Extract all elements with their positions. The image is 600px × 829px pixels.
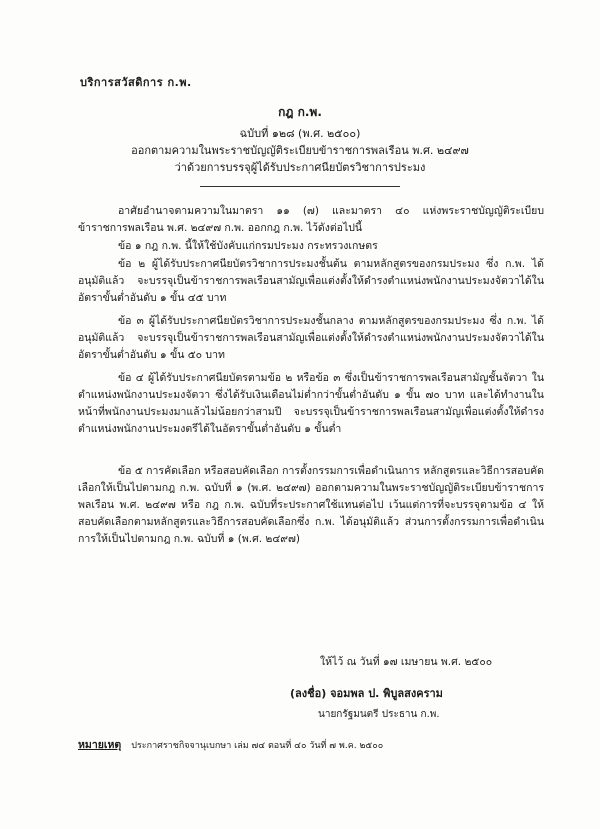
regulation-subject: ว่าด้วยการบรรจุผู้ได้รับประกาศนียบัตรวิชาการประมง (174, 161, 426, 174)
signatory-role: นายกรัฐมนตรี ประธาน ก.พ. (318, 709, 440, 720)
clause-5: ข้อ ๕ การคัดเลือก หรือสอบคัดเลือก การตั้งกรรมการเพื่อดำเนินการ หลักสูตรและวิธีการสอบคัดเลือกให้เป็นไปตามกฎ ก.พ. ฉบับที่ ๑ (พ.ศ. ๒๔๙๗) ออกตามความในพระราชบัญญัติระเบียบข้าราชการพลเรือน พ.ศ. ๒๔๙๗ หรือ กฎ ก.พ. ฉบับที่ระประกาศใช้แทนต่อไป เว้นแต่การที่จะบรรจุตามข้อ ๔ ให้สอบคัดเลือกตามหลักสูตรและวิธีการสอบคัดเลือกซึ่ง ก.พ. ได้อนุมัติแล้ว ส่วนการตั้งกรรมการเพื่อดำเนินการให้เป็นไปตามกฎ ก.พ. ฉบับที่ ๑ (พ.ศ. ๒๔๙๗) (78, 465, 544, 545)
clause-4: ข้อ ๔ ผู้ได้รับประกาศนียบัตรตามข้อ ๒ หรือข้อ ๓ ซึ่งเป็นข้าราชการพลเรือนสามัญชั้นจัตวา ในตำแหน่งพนักงานประมงจัตวา ซึ่งได้รับเงินเดือนไม่ต่ำกว่าขั้นต่ำอันดับ ๑ ขั้น ๗๐ บาท และได้ทำงานในหน้าที่พนักงานประมงมาแล้วไม่น้อยกว่าสามปี จะบรรจุเป็นข้าราชการพลเรือนสามัญเพื่อแต่งตั้งให้ดำรงตำแหน่งพนักงานประมงตรีได้ในอัตราขั้นต่ำอันดับ ๑ ขั้นต่ำ (78, 372, 544, 435)
department-header: บริการสวัสดิการ ก.พ. (80, 76, 192, 89)
title-divider (200, 186, 400, 187)
preamble-paragraph: อาศัยอำนาจตามความในมาตรา ๑๑ (๗) และมาตรา ๔๐ แห่งพระราชบัญญัติระเบียบข้าราชการพลเรือน พ.ศ. ๒๔๙๗ ก.พ. ออกกฎ ก.พ. ไว้ดังต่อไปนี้ (78, 205, 544, 234)
footnote-label: หมายเหตุ (78, 739, 122, 751)
clause-2: ข้อ ๒ ผู้ได้รับประกาศนียบัตรวิชาการประมงชั้นต้น ตามหลักสูตรของกรมประมง ซึ่ง ก.พ. ได้อนุมัติแล้ว จะบรรจุเป็นข้าราชการพลเรือนสามัญเพื่อแต่งตั้งให้ดำรงตำแหน่งพนักงานประมงจัตวาได้ในอัตราขั้นต่ำอันดับ ๑ ขั้น ๔๕ บาท (78, 258, 544, 304)
regulation-number: ฉบับที่ ๑๒๘ (พ.ศ. ๒๕๐๐) (239, 127, 361, 140)
issue-date: ให้ไว้ ณ วันที่ ๑๗ เมษายน พ.ศ. ๒๕๐๐ (320, 656, 493, 668)
footnote (78, 736, 383, 753)
regulation-authority: ออกตามความในพระราชบัญญัติระเบียบข้าราชการพลเรือน พ.ศ. ๒๔๙๗ (131, 144, 469, 157)
footnote-text: ประกาศราชกิจจานุเบกษา เล่ม ๗๔ ตอนที่ ๔๐ วันที่ ๗ พ.ค. ๒๕๐๐ (131, 741, 384, 751)
clause-1: ข้อ ๑ กฎ ก.พ. นี้ให้ใช้บังคับแก่กรมประมง กระทรวงเกษตร (118, 240, 378, 252)
regulation-title: กฎ ก.พ. (278, 105, 322, 119)
clause-3: ข้อ ๓ ผู้ได้รับประกาศนียบัตรวิชาการประมงชั้นกลาง ตามหลักสูตรของกรมประมง ซึ่ง ก.พ. ได้อนุมัติแล้ว จะบรรจุเป็นข้าราชการพลเรือนสามัญเพื่อแต่งตั้งให้ดำรงตำแหน่งพนักงานประมงจัตวาได้ในอัตราขั้นต่ำอันดับ ๑ ขั้น ๕๐ บาท (78, 315, 544, 361)
signature-line: (ลงชื่อ) จอมพล ป. พิบูลสงคราม (290, 687, 443, 700)
